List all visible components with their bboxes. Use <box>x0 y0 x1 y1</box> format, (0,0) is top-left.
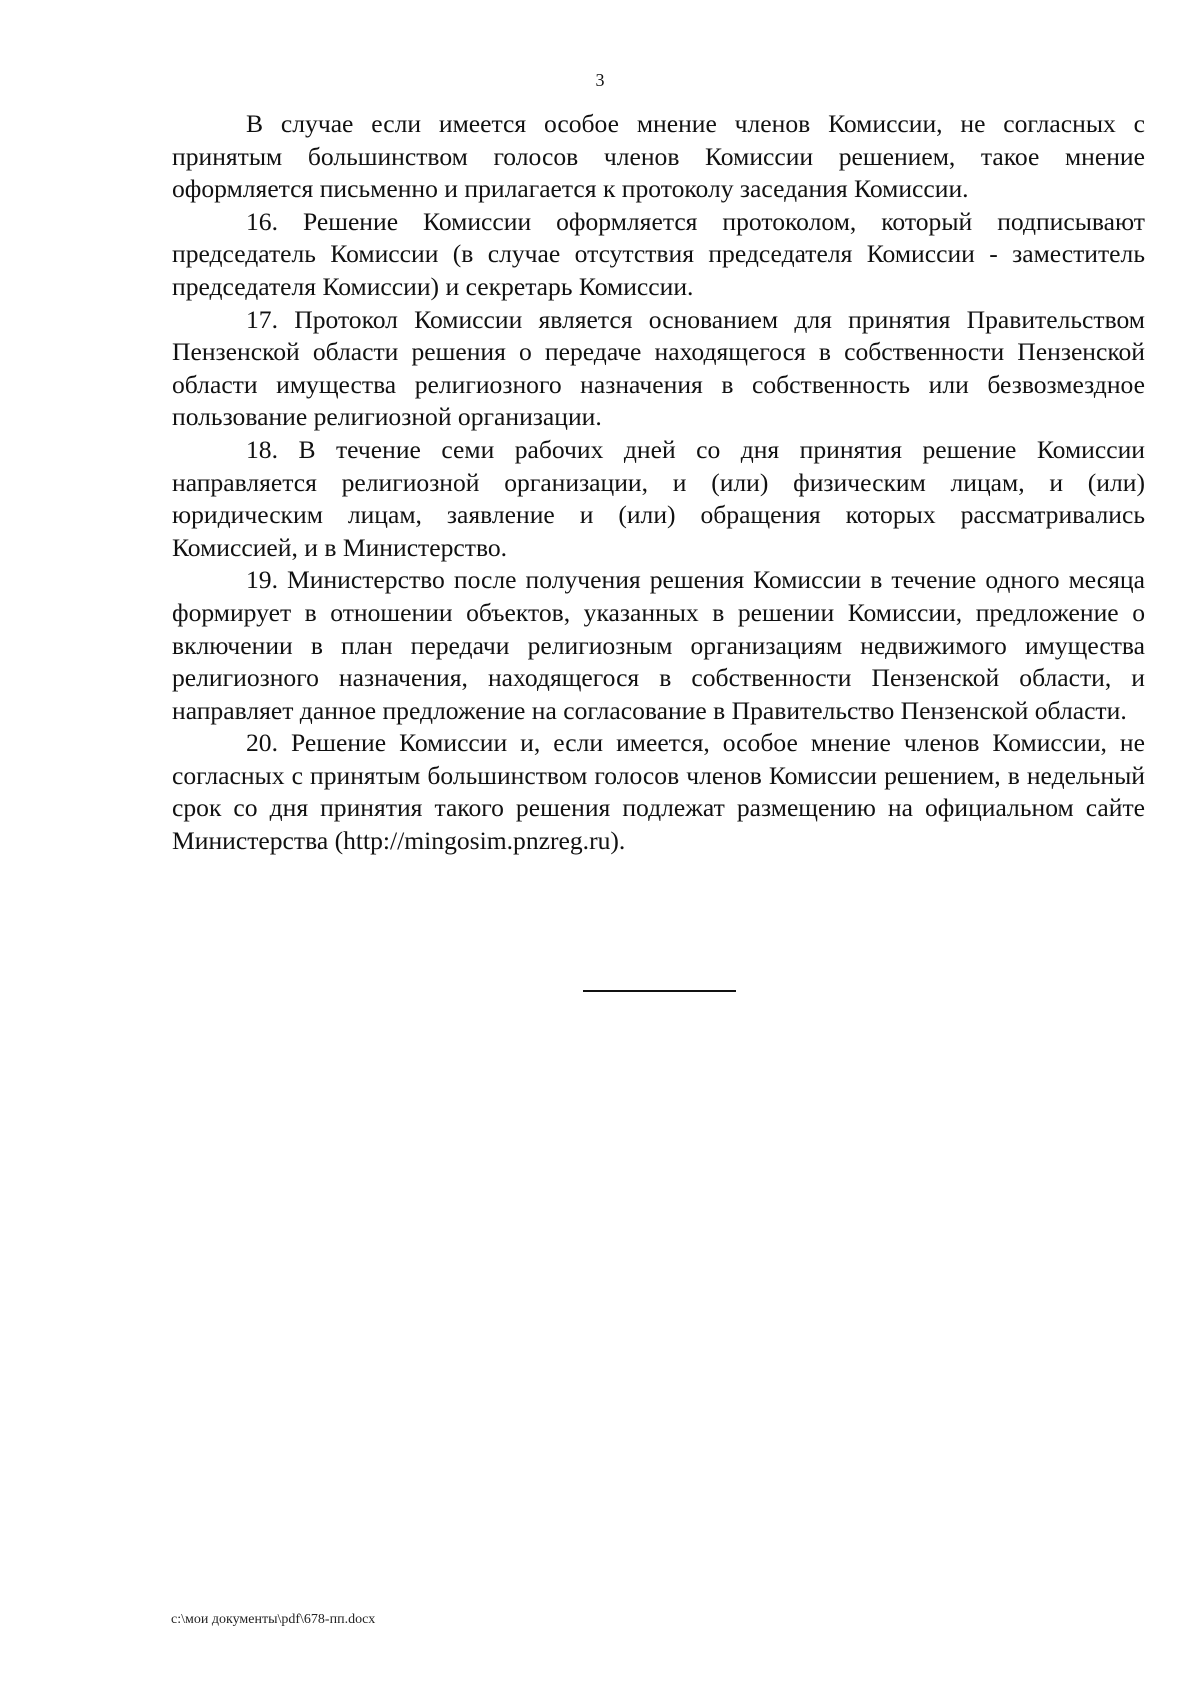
paragraph-18: 18. В течение семи рабочих дней со дня принятия решение Комиссии направляется религиозной организации, и (или) физическим лицам, и (или) юридическим лицам, заявление и (или) обращения которых рассматривались Комиссией, и в Министерство. <box>172 434 1145 562</box>
paragraph-17: 17. Протокол Комиссии является основанием для принятия Правительством Пензенской области решения о передаче находящегося в собственности Пензенской области имущества религиозного назначения в собственность или безвозмездное пользование религиозной организации. <box>172 304 1145 432</box>
end-separator-line <box>583 990 736 992</box>
paragraph-16: 16. Решение Комиссии оформляется протоколом, который подписывают председатель Комиссии (в случае отсутствия председателя Комиссии - заместитель председателя Комиссии) и секретарь Комиссии. <box>172 206 1145 301</box>
paragraph-19: 19. Министерство после получения решения Комиссии в течение одного месяца формирует в отношении объектов, указанных в решении Комиссии, предложение о включении в план передачи религиозным организациям недвижимого имущества религиозного назначения, находящегося в собственности Пензенской области, и направляет данное предложение на согласование в Правительство Пензенской области. <box>172 565 1145 725</box>
paragraph-special-opinion: В случае если имеется особое мнение членов Комиссии, не согласных с принятым большинством голосов членов Комиссии решением, такое мнение оформляется письменно и прилагается к протоколу заседания Комиссии. <box>172 109 1145 204</box>
document-body <box>172 108 1145 858</box>
page-number: 3 <box>595 70 605 90</box>
footer-file-path: c:\мои документы\pdf\678-пп.docx <box>171 1612 376 1627</box>
paragraph-20: 20. Решение Комиссии и, если имеется, особое мнение членов Комиссии, не согласных с принятым большинством голосов членов Комиссии решением, в недельный срок со дня принятия такого решения подлежат размещению на официальном сайте Министерства (http://mingosim.pnzreg.ru). <box>172 728 1145 856</box>
